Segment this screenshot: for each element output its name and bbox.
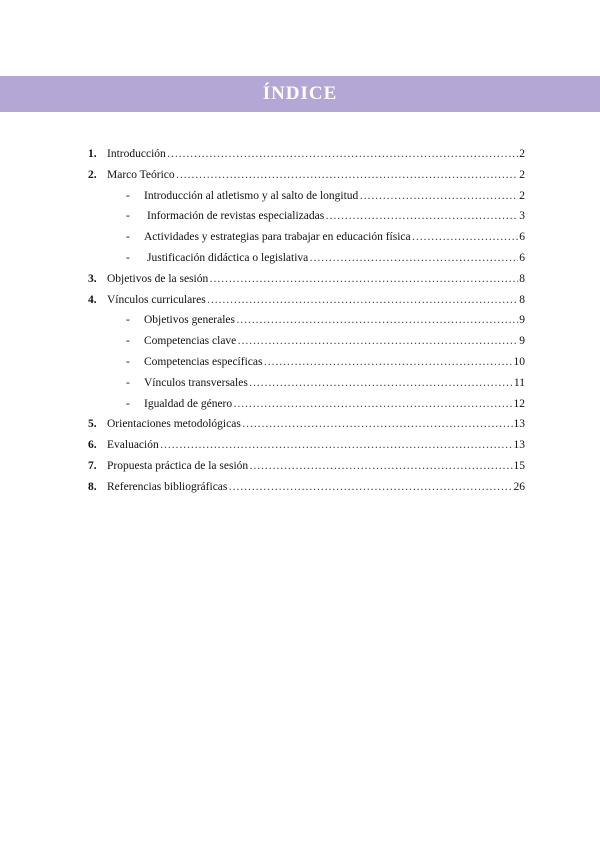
toc-label: Marco Teórico [107,168,175,181]
toc-number: 4. [88,293,97,306]
dot-leader [236,314,518,326]
toc-label: Vínculos transversales [144,376,248,389]
dot-leader [160,439,513,451]
toc-label: Orientaciones metodológicas [107,418,241,431]
toc-label: Actividades y estrategias para trabajar en educación física [144,231,411,244]
list-dash: - [126,397,130,410]
toc-page-number: 8 [519,293,525,306]
dot-leader [176,169,519,181]
toc-page-number: 2 [519,148,525,160]
toc-subentry[interactable] [88,377,525,398]
toc-number: 8. [88,480,97,493]
toc-page-number: 9 [519,335,525,348]
toc-entry[interactable] [88,481,525,502]
dot-leader [237,335,518,347]
toc-page-number: 10 [513,355,525,368]
toc-label: Propuesta práctica de la sesión [107,459,249,472]
toc-label: Justificación didáctica o legislativa [147,251,309,264]
toc-page-number: 13 [513,418,525,431]
toc-page-number: 11 [513,376,525,389]
toc-page-number: 6 [519,251,525,264]
dot-leader [167,148,518,160]
toc-label: Competencias clave [144,335,237,348]
list-dash: - [126,189,130,202]
toc-label: Evaluación [107,439,159,452]
toc-subentry[interactable] [88,314,525,335]
toc-number: 6. [88,439,97,452]
toc-entry[interactable] [88,273,525,294]
toc-page-number: 3 [519,210,525,223]
toc-label: Objetivos de la sesión [107,272,209,285]
toc-entry[interactable] [88,460,525,481]
toc-subentry[interactable] [88,398,525,419]
dot-leader [325,210,518,222]
toc-page-number: 13 [513,439,525,452]
toc-page-number: 15 [513,459,525,472]
dot-leader [263,356,512,368]
toc-page-number: 12 [513,397,525,410]
list-dash: - [126,314,130,327]
dot-leader [207,294,519,306]
toc-label: Objetivos generales [144,314,236,327]
toc-entry[interactable] [88,418,525,439]
list-dash: - [126,335,130,348]
toc-subentry[interactable] [88,252,525,273]
toc-page-number: 26 [513,480,525,493]
table-of-contents [88,148,525,502]
toc-subentry[interactable] [88,356,525,377]
toc-number: 2. [88,168,97,181]
title-banner [0,76,600,112]
list-dash: - [126,210,130,223]
toc-number: 1. [88,148,97,160]
toc-label: Igualdad de género [144,397,233,410]
dot-leader [412,231,519,243]
toc-label: Competencias específicas [144,355,263,368]
dot-leader [249,460,512,472]
toc-page-number: 2 [519,189,525,202]
dot-leader [359,190,518,202]
toc-label: Referencias bibliográficas [107,480,228,493]
dot-leader [233,398,512,410]
toc-number: 3. [88,272,97,285]
list-dash: - [126,251,130,264]
toc-label: Vínculos curriculares [107,293,206,306]
toc-entry[interactable] [88,169,525,190]
toc-page-number: 8 [519,272,525,285]
list-dash: - [126,355,130,368]
dot-leader [249,377,513,389]
toc-label: Introducción [107,148,166,160]
toc-label: Información de revistas especializadas [147,210,325,223]
page-title: ÍNDICE [262,83,338,104]
toc-entry[interactable] [88,294,525,315]
toc-number: 5. [88,418,97,431]
toc-label: Introducción al atletismo y al salto de longitud [144,189,359,202]
toc-subentry[interactable] [88,335,525,356]
toc-page-number: 6 [519,231,525,244]
toc-entry[interactable] [88,148,525,169]
toc-subentry[interactable] [88,210,525,231]
toc-page-number: 2 [519,168,525,181]
dot-leader [309,252,518,264]
dot-leader [228,481,512,493]
list-dash: - [126,376,130,389]
toc-number: 7. [88,459,97,472]
toc-page-number: 9 [519,314,525,327]
dot-leader [242,418,513,430]
list-dash: - [126,231,130,244]
dot-leader [209,273,518,285]
toc-subentry[interactable] [88,231,525,252]
toc-entry[interactable] [88,439,525,460]
toc-subentry[interactable] [88,190,525,211]
